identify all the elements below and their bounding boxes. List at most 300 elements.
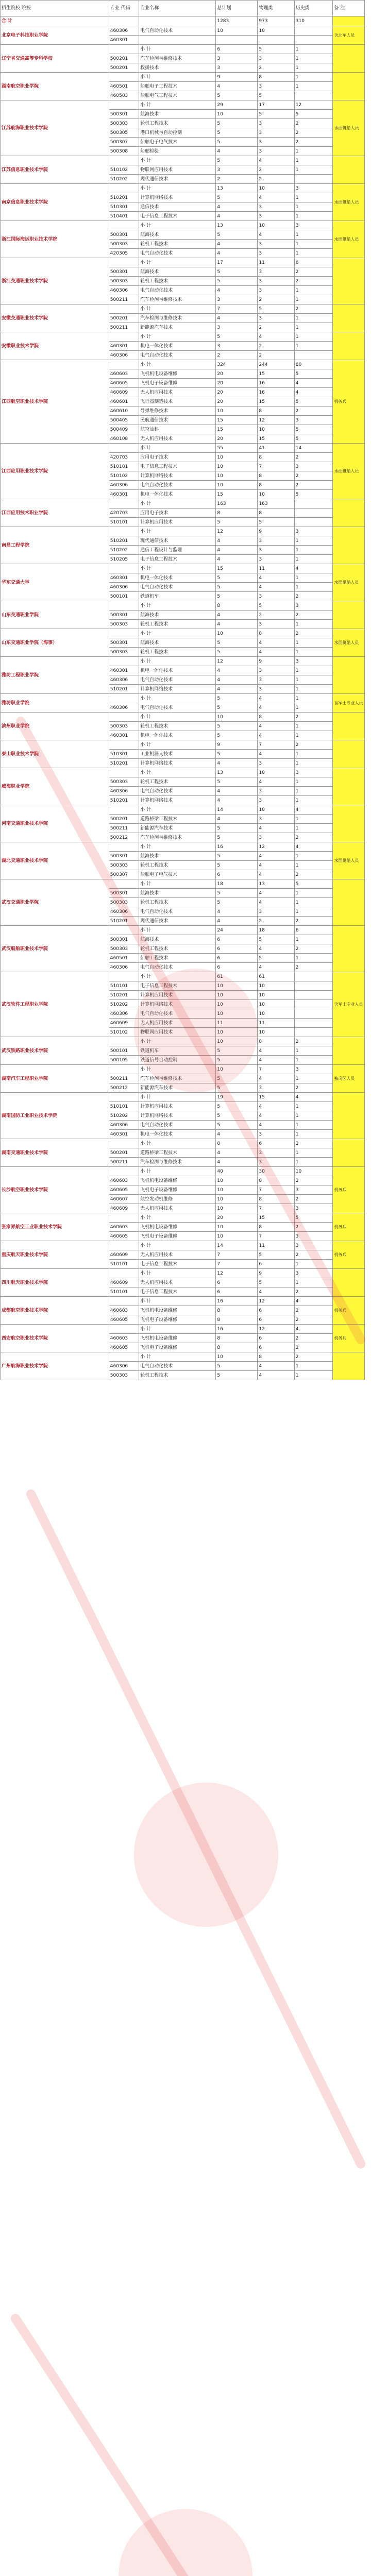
- cell-code: 510201: [109, 685, 139, 694]
- cell-code: [109, 332, 139, 342]
- cell-history: 1: [294, 787, 333, 796]
- table-row: [1, 1297, 365, 1306]
- note-cell: [333, 499, 365, 527]
- cell-physics: 10: [258, 425, 294, 434]
- note-cell: [333, 332, 365, 360]
- table-row: [1, 1241, 365, 1250]
- cell-code: 460306: [109, 963, 139, 972]
- school-name: 潍坊职业学院: [1, 694, 109, 713]
- table-row: [1, 1167, 365, 1176]
- cell-physics: 5: [258, 518, 294, 527]
- table-row: [1, 1269, 365, 1278]
- cell-code: [109, 694, 139, 703]
- cell-code: 460610: [109, 406, 139, 416]
- cell-major: 轮机工程技术: [139, 648, 216, 657]
- cell-physics: 6: [258, 1334, 294, 1343]
- cell-physics: 3: [258, 267, 294, 277]
- cell-total: 5: [216, 156, 258, 165]
- cell-total: 12: [216, 657, 258, 666]
- cell-total: 14: [216, 1241, 258, 1250]
- table-row: [1, 1213, 365, 1223]
- cell-history: 4: [294, 1093, 333, 1102]
- cell-total: 8: [216, 1334, 258, 1343]
- note-cell: [333, 1139, 365, 1167]
- cell-code: 460306: [109, 583, 139, 592]
- cell-code: 500211: [109, 824, 139, 833]
- cell-total: 6: [216, 45, 258, 54]
- cell-physics: 4: [258, 1121, 294, 1130]
- note-cell: [333, 1037, 365, 1065]
- table-row: [1, 694, 365, 703]
- cell-major: 无人机应用技术: [139, 434, 216, 444]
- note-cell: [333, 713, 365, 740]
- cell-code: 500405: [109, 416, 139, 425]
- cell-major: 应用电子技术: [139, 453, 216, 462]
- cell-physics: 4: [258, 870, 294, 879]
- cell-physics: 4: [258, 852, 294, 861]
- cell-code: [109, 221, 139, 230]
- cell-major: 机电一体化技术: [139, 666, 216, 675]
- cell-physics: 3: [258, 620, 294, 629]
- cell-major: 小 计: [139, 1065, 216, 1074]
- table-row: [1, 713, 365, 722]
- cell-total: 6: [216, 1278, 258, 1287]
- cell-total: 5: [216, 267, 258, 277]
- cell-code: 500301: [109, 110, 139, 119]
- cell-total: 16: [216, 1297, 258, 1306]
- cell-total: 20: [216, 1213, 258, 1223]
- cell-major: 计算机网络技术: [139, 193, 216, 202]
- cell-major: 轮机工程技术: [139, 898, 216, 907]
- cell-physics: 8: [258, 406, 294, 416]
- school-name: 江西应用技术职业学院: [1, 499, 109, 527]
- cell-major: 电气自动化技术: [139, 1009, 216, 1019]
- note-cell: [333, 740, 365, 768]
- cell-total: 5: [216, 193, 258, 202]
- cell-history: 1: [294, 583, 333, 592]
- cell-history: 2: [294, 481, 333, 490]
- cell-history: 1: [294, 573, 333, 583]
- cell-physics: 8: [258, 509, 294, 518]
- cell-history: 1: [294, 703, 333, 713]
- cell-total: 3: [216, 63, 258, 73]
- cell-major: 航海技术: [139, 889, 216, 898]
- cell-total: 5: [216, 722, 258, 731]
- cell-history: 2: [294, 304, 333, 314]
- cell-major: 飞行器制造技术: [139, 397, 216, 406]
- cell-history: 1: [294, 332, 333, 342]
- school-name: 四川航天职业技术学院: [1, 1269, 109, 1297]
- cell-history: [294, 499, 333, 509]
- table-row: [1, 805, 365, 815]
- cell-code: [109, 1167, 139, 1176]
- cell-major: 小 计: [139, 1139, 216, 1148]
- cell-code: 460301: [109, 36, 139, 45]
- grand-total-value: 1283: [216, 16, 258, 26]
- cell-major: 道路桥梁工程技术: [139, 1148, 216, 1158]
- cell-code: [109, 926, 139, 935]
- cell-code: 500212: [109, 1083, 139, 1093]
- note-cell: [333, 1352, 365, 1380]
- cell-physics: 3: [258, 147, 294, 156]
- cell-history: 3: [294, 657, 333, 666]
- cell-history: 4: [294, 388, 333, 397]
- cell-code: 510101: [109, 981, 139, 991]
- note-cell: [333, 73, 365, 100]
- cell-history: 2: [294, 1343, 333, 1352]
- cell-major: 小 计: [139, 73, 216, 82]
- cell-history: 3: [294, 1065, 333, 1074]
- cell-major: 电气自动化技术: [139, 286, 216, 295]
- cell-total: 13: [216, 184, 258, 193]
- cell-code: [109, 1139, 139, 1148]
- cell-history: 3: [294, 1232, 333, 1241]
- cell-history: 6: [294, 258, 333, 267]
- cell-total: 20: [216, 434, 258, 444]
- cell-total: 10: [216, 629, 258, 638]
- cell-physics: 4: [258, 861, 294, 870]
- cell-major: 机电一体化技术: [139, 342, 216, 351]
- cell-physics: 3: [258, 685, 294, 694]
- cell-major: 飞机电子设备维修: [139, 1343, 216, 1352]
- cell-code: 460603: [109, 1176, 139, 1185]
- cell-physics: 3: [258, 666, 294, 675]
- cell-history: 2: [294, 1287, 333, 1297]
- cell-major: 小 计: [139, 768, 216, 777]
- cell-physics: 15: [258, 434, 294, 444]
- cell-code: 500201: [109, 54, 139, 63]
- cell-major: 电子信息工程技术: [139, 981, 216, 991]
- cell-code: 510201: [109, 536, 139, 546]
- cell-history: 3: [294, 768, 333, 777]
- cell-history: 1: [294, 638, 333, 648]
- cell-code: 420305: [109, 249, 139, 258]
- cell-total: 8: [216, 1139, 258, 1148]
- cell-code: 500307: [109, 870, 139, 879]
- note-cell: [333, 601, 365, 629]
- cell-major: 小 计: [139, 1352, 216, 1362]
- cell-code: 510201: [109, 759, 139, 768]
- cell-total: 4: [216, 675, 258, 685]
- cell-code: [109, 100, 139, 110]
- cell-code: 420703: [109, 453, 139, 462]
- note-cell: 机务兵: [333, 360, 365, 444]
- cell-physics: 4: [258, 648, 294, 657]
- cell-physics: 3: [258, 675, 294, 685]
- cell-physics: 8: [258, 1223, 294, 1232]
- cell-total: 20: [216, 369, 258, 379]
- cell-physics: 41: [258, 444, 294, 453]
- school-name: 湖南航空职业学院: [1, 73, 109, 100]
- cell-total: 4: [216, 546, 258, 555]
- cell-total: 18: [216, 879, 258, 889]
- cell-history: 2: [294, 917, 333, 926]
- cell-code: 500303: [109, 620, 139, 629]
- cell-total: 4: [216, 212, 258, 221]
- cell-physics: 2: [258, 917, 294, 926]
- cell-history: [294, 1019, 333, 1028]
- cell-total: 16: [216, 1325, 258, 1334]
- school-name: 辽宁省交通高等专科学校: [1, 45, 109, 73]
- cell-physics: 4: [258, 889, 294, 898]
- cell-total: 4: [216, 1148, 258, 1158]
- cell-history: 1: [294, 1148, 333, 1158]
- note-cell: 独岗区人员: [333, 1065, 365, 1093]
- cell-physics: 3: [258, 759, 294, 768]
- cell-physics: 3: [258, 1130, 294, 1139]
- cell-total: 40: [216, 1167, 258, 1176]
- cell-code: 500301: [109, 638, 139, 648]
- cell-history: 2: [294, 128, 333, 138]
- table-row: [1, 926, 365, 935]
- cell-total: 5: [216, 583, 258, 592]
- cell-physics: 4: [258, 731, 294, 740]
- cell-physics: 15: [258, 1093, 294, 1102]
- cell-physics: 4: [258, 583, 294, 592]
- cell-history: 1: [294, 193, 333, 202]
- table-row: [1, 657, 365, 666]
- cell-history: 2: [294, 944, 333, 954]
- cell-total: 5: [216, 703, 258, 713]
- cell-history: 2: [294, 1352, 333, 1362]
- cell-history: 2: [294, 1037, 333, 1046]
- cell-code: 500301: [109, 852, 139, 861]
- cell-major: 汽车检测与维修技术: [139, 54, 216, 63]
- cell-history: 2: [294, 713, 333, 722]
- cell-major: 小 计: [139, 1093, 216, 1102]
- cell-major: 小 计: [139, 156, 216, 165]
- cell-code: [109, 768, 139, 777]
- cell-major: 飞机机电设备维修: [139, 1306, 216, 1315]
- cell-total: 55: [216, 444, 258, 453]
- cell-physics: 12: [258, 1325, 294, 1334]
- cell-total: 6: [216, 1287, 258, 1297]
- cell-major: 计算机应用技术: [139, 991, 216, 1000]
- cell-history: 1: [294, 694, 333, 703]
- cell-code: [109, 972, 139, 981]
- cell-major: 小 计: [139, 740, 216, 750]
- note-cell: [333, 258, 365, 304]
- cell-code: 500301: [109, 935, 139, 944]
- cell-code: 500301: [109, 889, 139, 898]
- cell-history: 1: [294, 1074, 333, 1083]
- cell-physics: 4: [258, 1111, 294, 1121]
- cell-code: 460306: [109, 351, 139, 360]
- cell-history: [294, 1000, 333, 1009]
- cell-major: 通信工程设计与监理: [139, 546, 216, 555]
- cell-physics: 3: [258, 787, 294, 796]
- cell-physics: 30: [258, 1167, 294, 1176]
- cell-major: 小 计: [139, 1213, 216, 1223]
- cell-history: 1: [294, 342, 333, 351]
- cell-major: 轮机工程技术: [139, 722, 216, 731]
- cell-total: 4: [216, 666, 258, 675]
- cell-physics: 3: [258, 796, 294, 805]
- cell-major: 计算机网络技术: [139, 759, 216, 768]
- cell-code: 510101: [109, 1287, 139, 1297]
- cell-major: 小 计: [139, 879, 216, 889]
- cell-total: 10: [216, 1195, 258, 1204]
- header-history: 历史类: [294, 1, 333, 16]
- cell-code: 460306: [109, 787, 139, 796]
- cell-physics: 7: [258, 740, 294, 750]
- cell-total: 16: [216, 842, 258, 852]
- school-name: 重庆航天职业技术学院: [1, 1241, 109, 1269]
- cell-history: 5: [294, 434, 333, 444]
- table-row: [1, 1065, 365, 1074]
- cell-total: 3: [216, 323, 258, 332]
- cell-history: 2: [294, 592, 333, 601]
- note-cell: 水面艇船人员: [333, 444, 365, 499]
- cell-physics: 6: [258, 1315, 294, 1325]
- school-name: 张家界航空工业职业技术学院: [1, 1213, 109, 1241]
- table-row: [1, 972, 365, 981]
- cell-major: 电气自动化技术: [139, 787, 216, 796]
- cell-major: 无人机应用技术: [139, 1278, 216, 1287]
- cell-history: 1: [294, 45, 333, 54]
- cell-history: 1: [294, 750, 333, 759]
- cell-total: 3: [216, 295, 258, 304]
- cell-history: 1: [294, 555, 333, 564]
- cell-major: 无人机应用技术: [139, 1019, 216, 1028]
- cell-code: 500201: [109, 63, 139, 73]
- school-name: 浙江国际海运职业技术学院: [1, 221, 109, 258]
- cell-physics: 3: [258, 314, 294, 323]
- cell-code: 460306: [109, 286, 139, 295]
- table-row: [1, 444, 365, 453]
- cell-major: 电气自动化技术: [139, 351, 216, 360]
- cell-total: 8: [216, 509, 258, 518]
- cell-major: 船舶电子工程技术: [139, 82, 216, 91]
- cell-history: 2: [294, 267, 333, 277]
- cell-code: [109, 805, 139, 815]
- cell-total: 6: [216, 935, 258, 944]
- cell-history: [294, 981, 333, 991]
- cell-total: 5: [216, 861, 258, 870]
- cell-history: 1: [294, 666, 333, 675]
- cell-code: 460601: [109, 397, 139, 406]
- cell-major: 小 计: [139, 601, 216, 611]
- cell-total: 324: [216, 360, 258, 369]
- cell-major: 小 计: [139, 1241, 216, 1250]
- cell-history: 2: [294, 406, 333, 416]
- cell-major: 物联网应用技术: [139, 1028, 216, 1037]
- cell-total: 15: [216, 425, 258, 434]
- cell-history: 2: [294, 1334, 333, 1343]
- cell-physics: 9: [258, 527, 294, 536]
- cell-history: 4: [294, 1325, 333, 1334]
- cell-major: 汽车检测与维修技术: [139, 1074, 216, 1083]
- note-cell: [333, 926, 365, 972]
- table-row: [1, 601, 365, 611]
- cell-major: 新能源汽车技术: [139, 323, 216, 332]
- cell-major: 无人机应用技术: [139, 1204, 216, 1213]
- cell-history: 2: [294, 629, 333, 638]
- cell-code: [109, 1297, 139, 1306]
- table-row: [1, 527, 365, 536]
- cell-code: [109, 156, 139, 165]
- cell-total: 4: [216, 620, 258, 629]
- cell-physics: 12: [258, 1297, 294, 1306]
- cell-physics: 7: [258, 1065, 294, 1074]
- table-row: [1, 332, 365, 342]
- cell-physics: 2: [258, 323, 294, 332]
- cell-code: 500305: [109, 128, 139, 138]
- cell-major: 计算机网络技术: [139, 685, 216, 694]
- cell-major: 港口机械与自动控制: [139, 128, 216, 138]
- school-name: 山东交通职业学院（海事）: [1, 629, 109, 657]
- cell-physics: 4: [258, 1074, 294, 1083]
- school-name: 武汉铁路职业技术学院: [1, 1037, 109, 1065]
- cell-physics: 8: [258, 471, 294, 481]
- cell-major: 小 计: [139, 360, 216, 369]
- cell-major: 飞机机电设备维修: [139, 1223, 216, 1232]
- cell-code: 460306: [109, 703, 139, 713]
- table-row: [1, 221, 365, 230]
- note-cell: 机务兵: [333, 1297, 365, 1325]
- cell-major: 电气自动化技术: [139, 249, 216, 258]
- cell-total: 4: [216, 286, 258, 295]
- cell-major: 计算机网络技术: [139, 1111, 216, 1121]
- cell-major: 飞机机电设备维修: [139, 369, 216, 379]
- cell-major: 电气自动化技术: [139, 703, 216, 713]
- cell-physics: 4: [258, 1287, 294, 1297]
- school-name: 安徽交通职业技术学院: [1, 304, 109, 332]
- cell-physics: 4: [258, 944, 294, 954]
- cell-history: 1: [294, 685, 333, 694]
- cell-physics: 8: [258, 481, 294, 490]
- cell-major: 应用电子技术: [139, 509, 216, 518]
- cell-total: 4: [216, 759, 258, 768]
- cell-major: 机电一体化技术: [139, 1130, 216, 1139]
- cell-history: [294, 351, 333, 360]
- cell-physics: 10: [258, 490, 294, 499]
- cell-history: 1: [294, 675, 333, 685]
- cell-major: 飞机电子设备维修: [139, 1232, 216, 1241]
- cell-history: 1: [294, 546, 333, 555]
- cell-total: 10: [216, 453, 258, 462]
- cell-total: 6: [216, 963, 258, 972]
- cell-code: 510202: [109, 1111, 139, 1121]
- cell-major: 航海技术: [139, 110, 216, 119]
- cell-total: 14: [216, 805, 258, 815]
- cell-code: 500301: [109, 267, 139, 277]
- table-row: [1, 1037, 365, 1046]
- cell-code: 500211: [109, 1158, 139, 1167]
- note-cell: 机务兵: [333, 1325, 365, 1352]
- cell-major: 电气自动化技术: [139, 1362, 216, 1371]
- table-row: [1, 184, 365, 193]
- cell-total: 4: [216, 796, 258, 805]
- cell-major: 电子信息工程技术: [139, 212, 216, 221]
- watermark-stroke: [15, 2318, 350, 2576]
- cell-physics: 4: [258, 332, 294, 342]
- cell-history: 80: [294, 360, 333, 369]
- cell-major: 小 计: [139, 444, 216, 453]
- school-name: 长沙航空职业技术学院: [1, 1167, 109, 1213]
- table-row: [1, 879, 365, 889]
- cell-history: 1: [294, 1046, 333, 1056]
- cell-code: 460609: [109, 1250, 139, 1260]
- cell-physics: 163: [258, 499, 294, 509]
- cell-major: 航海技术: [139, 230, 216, 240]
- note-cell: 机务兵: [333, 1167, 365, 1213]
- cell-code: 510102: [109, 1028, 139, 1037]
- cell-physics: 3: [258, 202, 294, 212]
- cell-major: 船舶电气工程技术: [139, 91, 216, 100]
- school-name: 西安航空职业技术学院: [1, 1325, 109, 1352]
- cell-code: 460605: [109, 1343, 139, 1352]
